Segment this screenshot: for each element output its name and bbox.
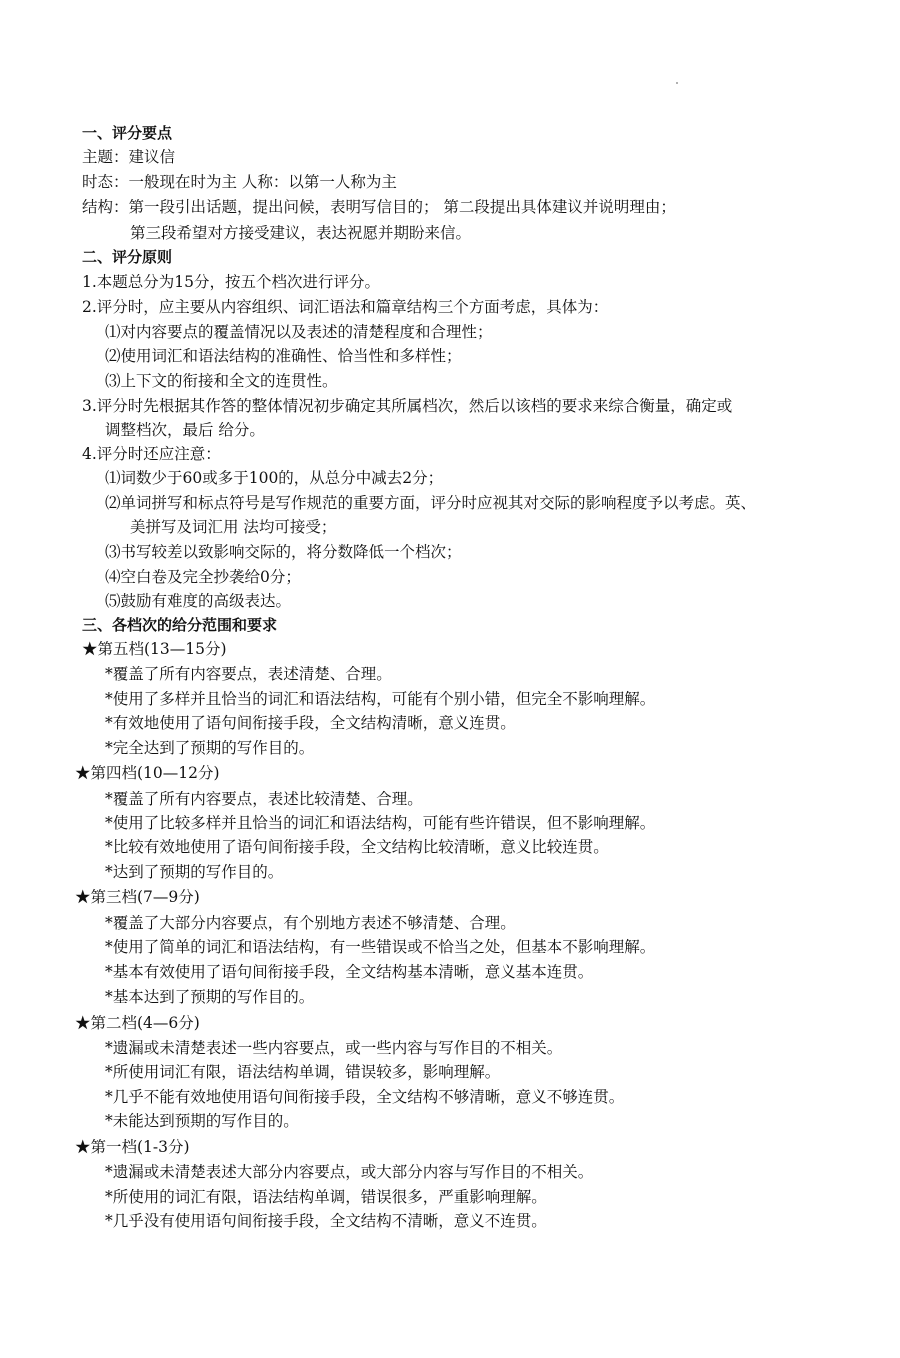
section-heading-scoring-principles: 二、评分原则 bbox=[82, 248, 173, 266]
structure-line: 结构：第一段引出话题，提出问候，表明写信目的； 第二段提出具体建议并说明理由； bbox=[82, 198, 676, 216]
grade-criterion: *所使用的词汇有限，语法结构单调，错误很多，严重影响理解。 bbox=[105, 1188, 547, 1206]
grade-criterion: *比较有效地使用了语句间衔接手段，全文结构比较清晰，意义比较连贯。 bbox=[105, 838, 609, 856]
principle-subitem-continued: 美拼写及词汇用 法均可接受； bbox=[130, 518, 337, 536]
structure-line-continued: 第三段希望对方接受建议，表达祝愿并期盼来信。 bbox=[130, 224, 472, 242]
principle-item: 3.评分时先根据其作答的整体情况初步确定其所属档次，然后以该档的要求来综合衡量，确定或 bbox=[82, 397, 733, 415]
principle-subitem: ⑴词数少于60或多于100的，从总分中减去2分； bbox=[105, 469, 444, 487]
grade-criterion: *覆盖了所有内容要点，表述比较清楚、合理。 bbox=[105, 790, 423, 808]
grade-criterion: *使用了多样并且恰当的词汇和语法结构，可能有个别小错，但完全不影响理解。 bbox=[105, 690, 656, 708]
grade-criterion: *覆盖了大部分内容要点，有个别地方表述不够清楚、合理。 bbox=[105, 914, 516, 932]
grade-criterion: *达到了预期的写作目的。 bbox=[105, 863, 284, 881]
principle-subitem: ⑶上下文的衔接和全文的连贯性。 bbox=[105, 372, 338, 390]
tense-line: 时态：一般现在时为主 人称：以第一人称为主 bbox=[82, 173, 397, 191]
principle-item: 4.评分时还应注意： bbox=[82, 445, 221, 463]
grade-criterion: *几乎不能有效地使用语句间衔接手段，全文结构不够清晰，意义不够连贯。 bbox=[105, 1088, 625, 1106]
principle-subitem: ⑵单词拼写和标点符号是写作规范的重要方面，评分时应视其对交际的影响程度予以考虑。英、 bbox=[105, 494, 757, 512]
principle-subitem: ⑷空白卷及完全抄袭给0分； bbox=[105, 568, 301, 586]
scan-speck bbox=[676, 82, 678, 84]
section-heading-scoring-points: 一、评分要点 bbox=[82, 124, 173, 142]
grade-criterion: *基本达到了预期的写作目的。 bbox=[105, 988, 315, 1006]
principle-subitem: ⑸鼓励有难度的高级表达。 bbox=[105, 592, 292, 610]
grade-criterion: *遗漏或未清楚表述一些内容要点，或一些内容与写作目的不相关。 bbox=[105, 1039, 563, 1057]
grade-criterion: *使用了比较多样并且恰当的词汇和语法结构，可能有些许错误，但不影响理解。 bbox=[105, 814, 656, 832]
grade-title: ★第四档(10—12分) bbox=[75, 764, 220, 782]
grade-criterion: *有效地使用了语句间衔接手段，全文结构清晰，意义连贯。 bbox=[105, 714, 516, 732]
grade-criterion: *所使用词汇有限，语法结构单调，错误较多，影响理解。 bbox=[105, 1063, 501, 1081]
grade-criterion: *使用了简单的词汇和语法结构，有一些错误或不恰当之处，但基本不影响理解。 bbox=[105, 938, 656, 956]
grade-criterion: *完全达到了预期的写作目的。 bbox=[105, 739, 315, 757]
principle-item-continued: 调整档次，最后 给分。 bbox=[105, 421, 265, 439]
grade-criterion: *遗漏或未清楚表述大部分内容要点，或大部分内容与写作目的不相关。 bbox=[105, 1163, 594, 1181]
principle-item: 2.评分时，应主要从内容组织、词汇语法和篇章结构三个方面考虑，具体为： bbox=[82, 298, 609, 316]
section-heading-grade-ranges: 三、各档次的给分范围和要求 bbox=[82, 616, 278, 634]
principle-subitem: ⑵使用词汇和语法结构的准确性、恰当性和多样性； bbox=[105, 347, 462, 365]
principle-subitem: ⑶书写较差以致影响交际的，将分数降低一个档次； bbox=[105, 543, 462, 561]
grade-criterion: *覆盖了所有内容要点，表述清楚、合理。 bbox=[105, 665, 392, 683]
grade-criterion: *基本有效使用了语句间衔接手段，全文结构基本清晰，意义基本连贯。 bbox=[105, 963, 594, 981]
grade-title: ★第二档(4—6分) bbox=[75, 1014, 200, 1032]
grade-title: ★第五档(13—15分) bbox=[82, 640, 227, 658]
principle-subitem: ⑴对内容要点的覆盖情况以及表述的清楚程度和合理性； bbox=[105, 323, 493, 341]
grade-criterion: *几乎没有使用语句间衔接手段，全文结构不清晰，意义不连贯。 bbox=[105, 1212, 547, 1230]
grade-title: ★第三档(7—9分) bbox=[75, 888, 200, 906]
topic-line: 主题：建议信 bbox=[82, 148, 176, 166]
grade-criterion: *未能达到预期的写作目的。 bbox=[105, 1112, 299, 1130]
principle-item: 1.本题总分为15分，按五个档次进行评分。 bbox=[82, 273, 381, 291]
grade-title: ★第一档(1-3分) bbox=[75, 1138, 190, 1156]
